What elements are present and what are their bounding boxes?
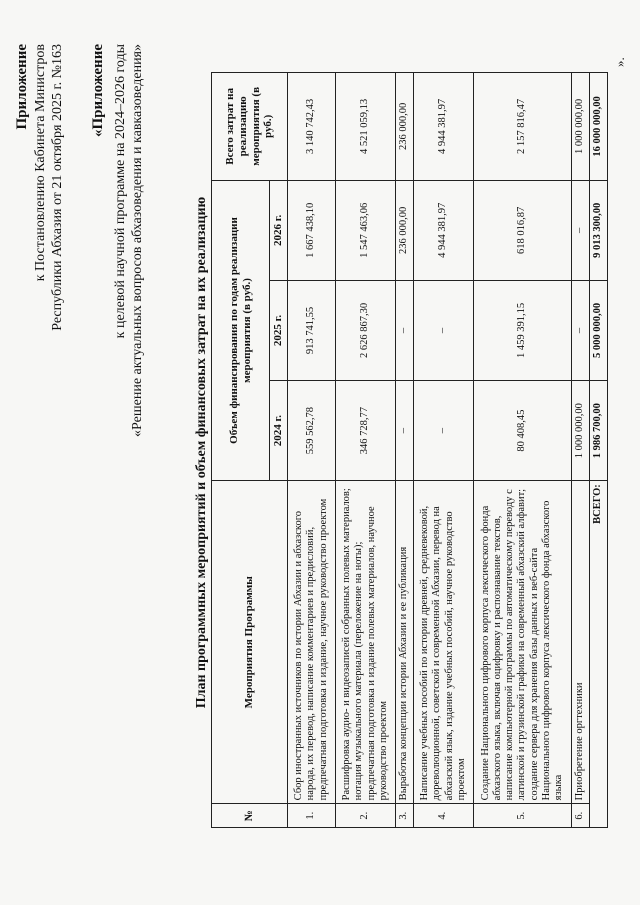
table-row: 6. Приобретение оргтехники 1 000 000,00 – – 1 000 000,00 [572,73,590,828]
decree-ref: Республики Абхазия от 21 октября 2025 г. №163 [50,44,65,331]
table-row: 4. Написание учебных пособий по истории древней, средневековой, дореволюционной, советской и современной Абхазии, перевод на абхазский язык, издание учебных пособий, научное руководство проектом – – 4 944 381,97 4 944 381,97 [414,73,474,828]
header-activity: Мероприятия Программы [212,481,288,804]
closing-quote: ». [612,57,627,67]
header-2024: 2024 г. [270,381,288,481]
appendix-title-2: «Приложение [90,44,106,137]
table-row: 2. Расшифровка аудио- и видеозаписей собранных полевых материалов; нотация музыкального материала (переложение на ноты); предпечатная подготовка и издание полевых материалов, научное руководство проектом 346 728,77 2 626 867,30 1 547 463,06 4 521 059,13 [336,73,396,828]
totals-row: ВСЕГО: 1 986 700,00 5 000 000,00 9 013 300,00 16 000 000,00 [590,73,608,828]
header-funding: Объем финансирования по годам реализации мероприятия (в руб.) [212,180,270,480]
header-num: № [212,804,288,828]
header-2026: 2026 г. [270,180,288,280]
table-row: 5. Создание Национального цифрового корпуса лексического фонда абхазского языка, включая оцифровку и распознавание текстов, написание компьютерной программы по автоматическому переводу с латинской и грузинской графики на современный абхазский алфавит; создание сервера для хранения базы данных и веб-сайта Национального цифрового корпуса лексического фонда абхазского языка 80 408,45 1 459 391,15 618 016,87 2 157 816,47 [474,73,572,828]
program-line-1: к целевой научной программе на 2024–2026 годы [113,44,128,339]
header-2025: 2025 г. [270,280,288,380]
table-row: 3. Выработка концепции истории Абхазии и ее публикация – – 236 000,00 236 000,00 [396,73,414,828]
totals-label: ВСЕГО: [590,481,608,828]
program-line-2: «Решение актуальных вопросов абхазоведения и кавказоведения» [130,44,145,437]
decree-line: к Постановлению Кабинета Министров [33,44,48,282]
appendix-title: Приложение [14,44,30,130]
plan-title: План программных мероприятий и объем финансовых затрат на их реализацию [194,196,209,709]
table-row: 1. Сбор иностранных источников по истории Абхазии и абхазского народа, их перевод, написание комментариев и предисловий, предпечатная подготовка и издание, научное руководство проектом 559 562,78 913 741,55 1 667 438,10 3 140 742,43 [288,73,336,828]
plan-table [211,72,608,828]
header-total: Всего затрат на реализацию мероприятия (в руб.) [212,73,288,181]
